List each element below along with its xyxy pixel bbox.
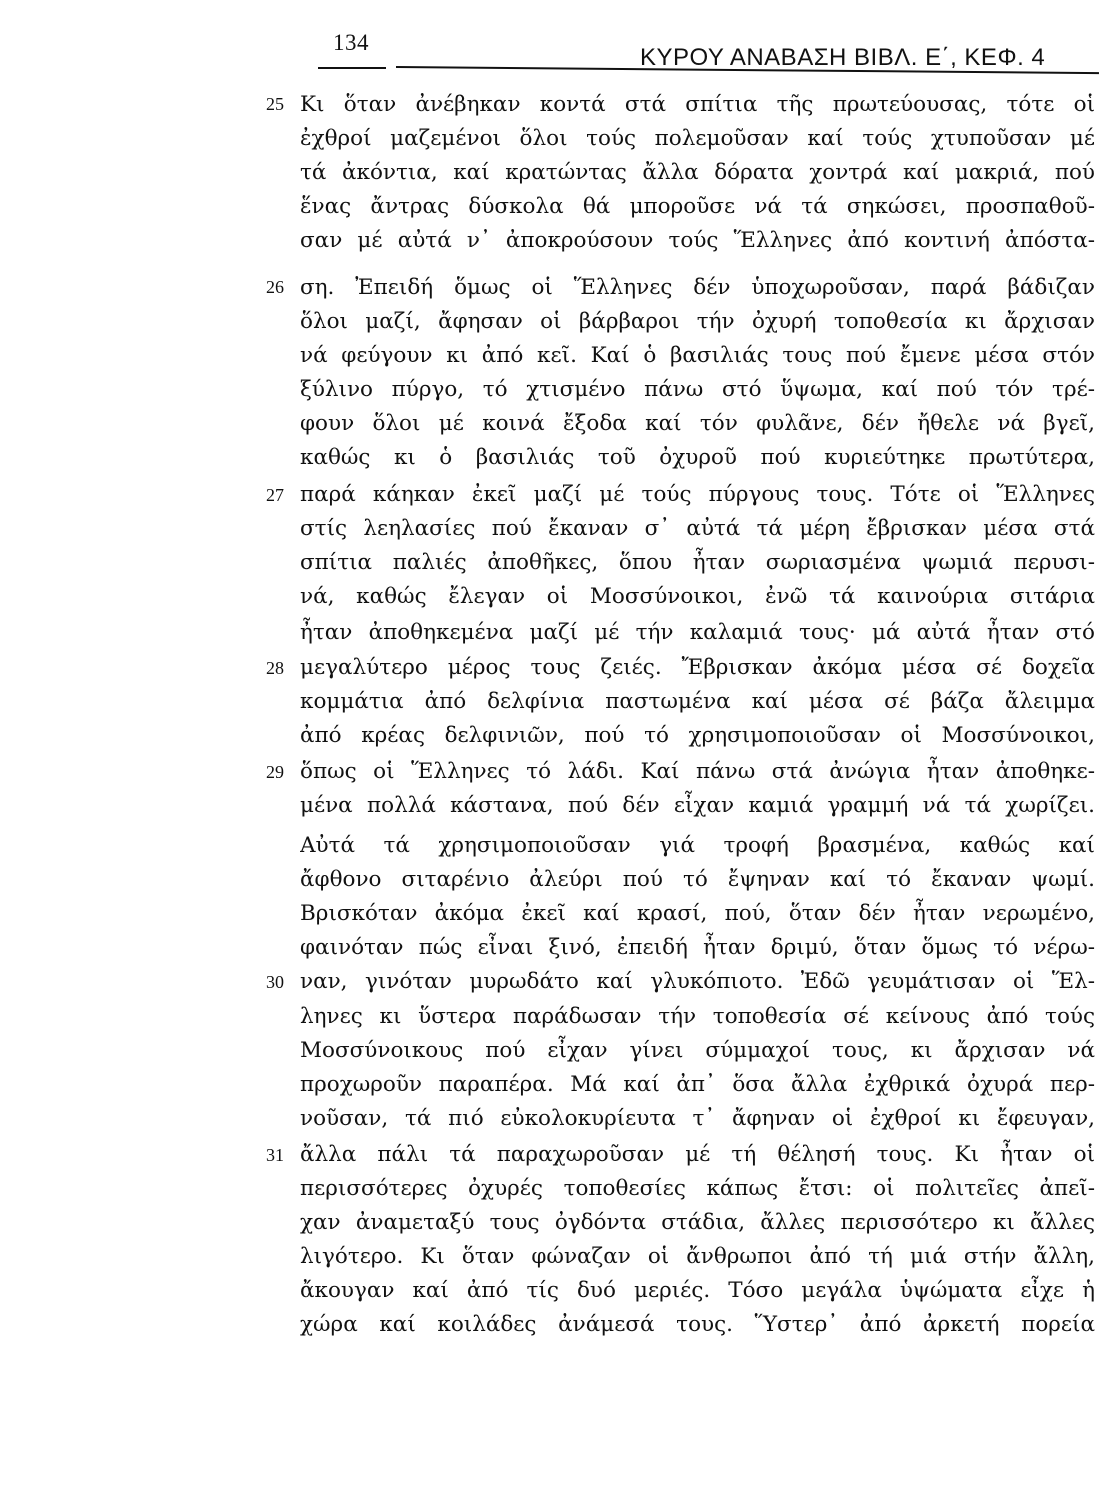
text-line: φουν ὅλοι μέ κοινά ἔξοδα καί τόν φυλᾶνε, δέν ἤθελε νά βγεῖ,: [300, 411, 1095, 436]
text-line: χαν ἀναμεταξύ τους ὀγδόντα στάδια, ἄλλες περισσότερο κι ἄλλες: [300, 1210, 1095, 1235]
text-line: φαινόταν πώς εἶναι ξινό, ἐπειδή ἦταν δριμύ, ὅταν ὅμως τό νέρω-: [300, 935, 1095, 960]
page-number: 134: [333, 30, 369, 55]
text-line: νά φεύγουν κι ἀπό κεῖ. Καί ὁ βασιλιάς τους πού ἔμενε μέσα στόν: [300, 343, 1095, 368]
text-line: Αὐτά τά χρησιμοποιοῦσαν γιά τροφή βρασμένα, καθώς καί: [300, 833, 1095, 858]
text-line: Μοσσύνοικους πού εἶχαν γίνει σύμμαχοί τους, κι ἄρχισαν νά: [300, 1038, 1095, 1063]
section-number-27: 27: [266, 485, 284, 505]
text-line: περισσότερες ὀχυρές τοποθεσίες κάπως ἔτσι: οἱ πολιτεῖες ἀπεῖ-: [300, 1176, 1095, 1201]
text-line: ἐχθροί μαζεμένοι ὅλοι τούς πολεμοῦσαν καί τούς χτυποῦσαν μέ: [300, 126, 1095, 151]
text-line: κομμάτια ἀπό δελφίνια παστωμένα καί μέσα σέ βάζα ἄλειμμα: [300, 689, 1095, 714]
text-line: Βρισκόταν ἀκόμα ἐκεῖ καί κρασί, πού, ὅταν δέν ἦταν νερωμένο,: [300, 901, 1095, 926]
text-line: ὅπως οἱ Ἕλληνες τό λάδι. Καί πάνω στά ἀνώγια ἦταν ἀποθηκε-: [300, 759, 1095, 784]
text-line: ὅλοι μαζί, ἄφησαν οἱ βάρβαροι τήν ὀχυρή τοποθεσία κι ἄρχισαν: [300, 309, 1095, 334]
text-line: νοῦσαν, τά πιό εὐκολοκυρίευτα τ᾽ ἄφηναν οἱ ἐχθροί κι ἔφευγαν,: [300, 1106, 1095, 1131]
section-number-25: 25: [266, 94, 284, 114]
text-line: καθώς κι ὁ βασιλιάς τοῦ ὀχυροῦ πού κυριεύτηκε πρωτύτερα,: [300, 445, 1095, 470]
text-line: λιγότερο. Κι ὅταν φώναζαν οἱ ἄνθρωποι ἀπό τή μιά στήν ἄλλη,: [300, 1244, 1095, 1269]
text-line: ληνες κι ὕστερα παράδωσαν τήν τοποθεσία σέ κείνους ἀπό τούς: [300, 1004, 1095, 1029]
text-line: παρά κάηκαν ἐκεῖ μαζί μέ τούς πύργους τους. Τότε οἱ Ἕλληνες: [300, 482, 1095, 507]
text-line: τά ἀκόντια, καί κρατώντας ἄλλα δόρατα χοντρά καί μακριά, πού: [300, 160, 1095, 185]
text-line: ναν, γινόταν μυρωδάτο καί γλυκόπιοτο. Ἐδῶ γευμάτισαν οἱ Ἕλ-: [300, 969, 1095, 994]
text-line: προχωροῦν παραπέρα. Μά καί ἀπ᾽ ὅσα ἄλλα ἐχθρικά ὀχυρά περ-: [300, 1072, 1095, 1097]
section-number-28: 28: [266, 658, 284, 678]
text-line: ἄκουγαν καί ἀπό τίς δυό μεριές. Τόσο μεγάλα ὑψώματα εἶχε ἡ: [300, 1278, 1095, 1303]
section-number-26: 26: [266, 277, 284, 297]
text-line: ἄφθονο σιταρένιο ἀλεύρι πού τό ἔψηναν καί τό ἔκαναν ψωμί.: [300, 867, 1095, 892]
text-line: στίς λεηλασίες πού ἔκαναν σ᾽ αὐτά τά μέρη ἔβρισκαν μέσα στά: [300, 516, 1095, 541]
section-number-31: 31: [266, 1145, 284, 1165]
text-line: ἀπό κρέας δελφινιῶν, πού τό χρησιμοποιοῦσαν οἱ Μοσσύνοικοι,: [300, 723, 1095, 748]
text-line: σπίτια παλιές ἀποθῆκες, ὅπου ἦταν σωριασμένα ψωμιά περυσι-: [300, 550, 1095, 575]
text-line: ἄλλα πάλι τά παραχωροῦσαν μέ τή θέλησή τους. Κι ἦταν οἱ: [300, 1142, 1095, 1167]
text-line: ἕνας ἄντρας δύσκολα θά μποροῦσε νά τά σηκώσει, προσπαθοῦ-: [300, 194, 1095, 219]
header-rule-left: [318, 67, 386, 69]
text-line: μεγαλύτερο μέρος τους ζειές. Ἔβρισκαν ἀκόμα μέσα σέ δοχεῖα: [300, 655, 1095, 680]
text-line: μένα πολλά κάστανα, πού δέν εἶχαν καμιά γραμμή νά τά χωρίζει.: [300, 793, 1095, 818]
section-number-29: 29: [266, 762, 284, 782]
text-line: χώρα καί κοιλάδες ἀνάμεσά τους. Ὕστερ᾽ ἀπό ἀρκετή πορεία: [300, 1312, 1095, 1337]
page-header: [0, 0, 1099, 80]
text-line: Κι ὅταν ἀνέβηκαν κοντά στά σπίτια τῆς πρωτεύουσας, τότε οἱ: [300, 92, 1095, 117]
text-line: ἦταν ἀποθηκεμένα μαζί μέ τήν καλαμιά τους· μά αὐτά ἦταν στό: [300, 620, 1095, 645]
text-line: ξύλινο πύργο, τό χτισμένο πάνω στό ὕψωμα, καί πού τόν τρέ-: [300, 377, 1095, 402]
text-line: νά, καθώς ἔλεγαν οἱ Μοσσύνοικοι, ἐνῶ τά καινούρια σιτάρια: [300, 584, 1095, 609]
text-line: σαν μέ αὐτά ν᾽ ἀποκρούσουν τούς Ἕλληνες ἀπό κοντινή ἀπόστα-: [300, 228, 1095, 253]
text-line: ση. Ἐπειδή ὅμως οἱ Ἕλληνες δέν ὑποχωροῦσαν, παρά βάδιζαν: [300, 275, 1095, 300]
running-head: ΚΥΡΟΥ ΑΝΑΒΑΣΗ ΒΙΒΛ. Ε΄, ΚΕΦ. 4: [640, 44, 1046, 71]
section-number-30: 30: [266, 972, 284, 992]
